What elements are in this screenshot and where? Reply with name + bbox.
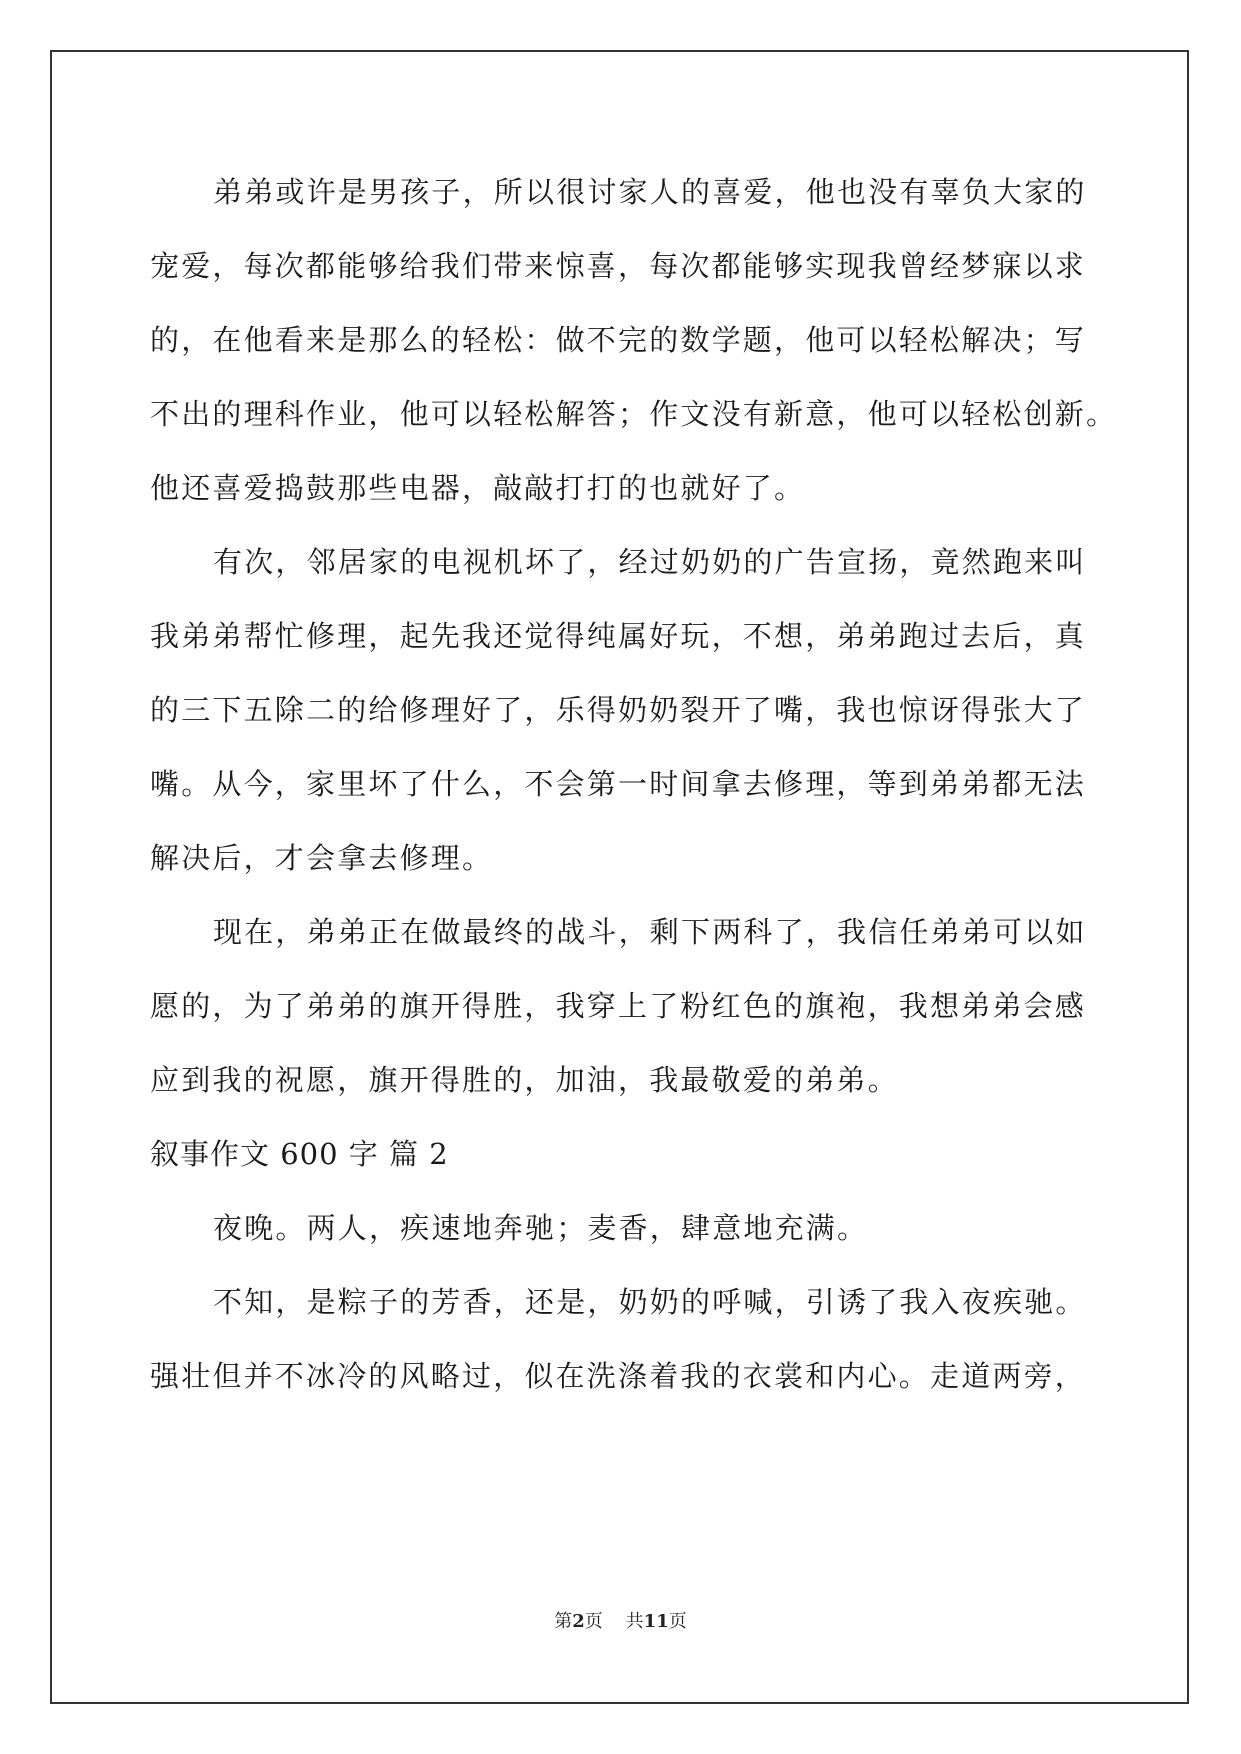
section-heading: 叙事作文 600 字 篇 2 [150,1137,449,1171]
paragraph-line: 嘴。从今，家里坏了什么，不会第一时间拿去修理，等到弟弟都无法 [150,767,1087,801]
paragraph-line: 不知，是粽子的芳香，还是，奶奶的呼喊，引诱了我入夜疾驰。 [213,1285,1087,1319]
paragraph-line: 他还喜爱捣鼓那些电器，敲敲打打的也就好了。 [150,471,806,505]
footer-total-prefix: 共 [625,1611,644,1632]
paragraph-line: 弟弟或许是男孩子，所以很讨家人的喜爱，他也没有辜负大家的 [213,175,1087,209]
paragraph-line: 现在，弟弟正在做最终的战斗，剩下两科了，我信任弟弟可以如 [213,915,1087,949]
paragraph-line: 不出的理科作业，他可以轻松解答；作文没有新意，他可以轻松创新。 [150,397,1118,431]
footer-page-number: 2 [572,1611,585,1632]
page-footer [0,1610,1241,1634]
paragraph-line: 夜晚。两人，疾速地奔驰；麦香，肆意地充满。 [213,1211,869,1245]
paragraph-line: 强壮但并不冰冷的风略过，似在洗涤着我的衣裳和内心。走道两旁， [150,1359,1087,1393]
paragraph-line: 有次，邻居家的电视机坏了，经过奶奶的广告宣扬，竟然跑来叫 [213,545,1087,579]
paragraph-line: 解决后，才会拿去修理。 [150,841,494,875]
footer-total-suffix: 页 [668,1611,687,1632]
paragraph-line: 宠爱，每次都能够给我们带来惊喜，每次都能够实现我曾经梦寐以求 [150,249,1087,283]
paragraph-line: 应到我的祝愿，旗开得胜的，加油，我最敬爱的弟弟。 [150,1063,899,1097]
paragraph-line: 的，在他看来是那么的轻松：做不完的数学题，他可以轻松解决；写 [150,323,1087,357]
paragraph-line: 的三下五除二的给修理好了，乐得奶奶裂开了嘴，我也惊讶得张大了 [150,693,1087,727]
footer-page-suffix: 页 [584,1611,603,1632]
paragraph-line: 我弟弟帮忙修理，起先我还觉得纯属好玩，不想，弟弟跑过去后，真 [150,619,1087,653]
paragraph-line: 愿的，为了弟弟的旗开得胜，我穿上了粉红色的旗袍，我想弟弟会感 [150,989,1087,1023]
footer-total-pages: 11 [643,1611,669,1632]
footer-prefix: 第 [554,1611,573,1632]
